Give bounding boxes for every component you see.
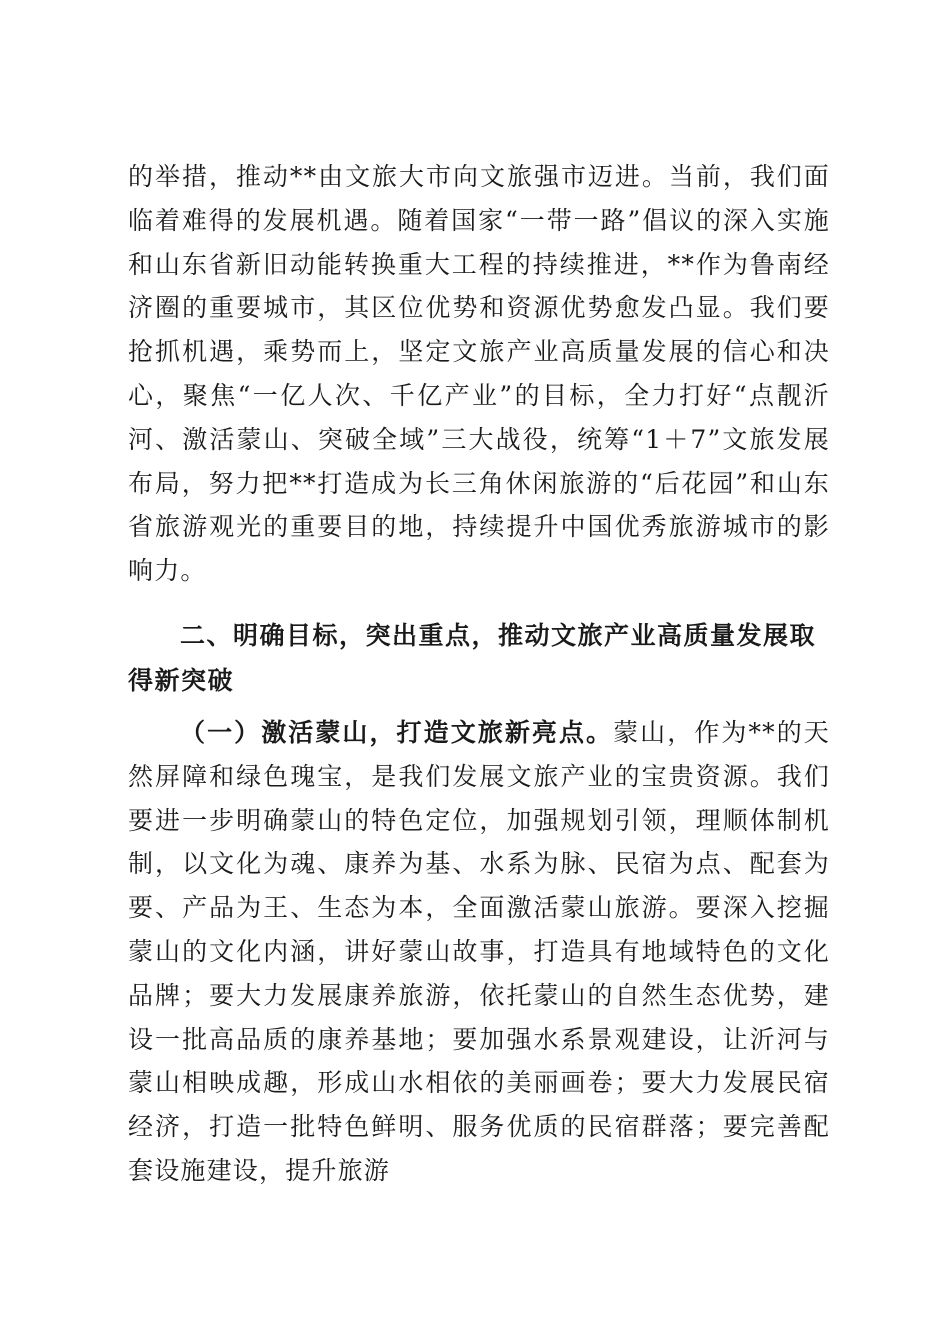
body-paragraph-with-lead (128, 711, 830, 1193)
subsection-lead: （一）激活蒙山，打造文旅新亮点。 (180, 717, 614, 747)
document-body (128, 155, 830, 1193)
body-paragraph: 的举措，推动**由文旅大市向文旅强市迈进。当前，我们面临着难得的发展机遇。随着国家“一带一路”倡议的深入实施和山东省新旧动能转换重大工程的持续推进，**作为鲁南经济圈的重要城市，其区位优势和资源优势愈发凸显。我们要抢抓机遇，乘势而上，坚定文旅产业高质量发展的信心和决心，聚焦“一亿人次、千亿产业”的目标，全力打好“点靓沂河、激活蒙山、突破全域”三大战役，统筹“1＋7”文旅发展布局，努力把**打造成为长三角休闲旅游的“后花园”和山东省旅游观光的重要目的地，持续提升中国优秀旅游城市的影响力。 (128, 162, 830, 586)
section-heading: 二、明确目标，突出重点，推动文旅产业高质量发展取得新突破 (128, 620, 817, 695)
paragraph-text: 蒙山，作为**的天然屏障和绿色瑰宝，是我们发展文旅产业的宝贵资源。我们要进一步明确蒙山的特色定位，加强规划引领，理顺体制机制，以文化为魂、康养为基、水系为脉、民宿为点、配套为要、产品为王、生态为本，全面激活蒙山旅游。要深入挖掘蒙山的文化内涵，讲好蒙山故事，打造具有地域特色的文化品牌；要大力发展康养旅游，依托蒙山的自然生态优势，建设一批高品质的康养基地；要加强水系景观建设，让沂河与蒙山相映成趣，形成山水相依的美丽画卷；要大力发展民宿经济，打造一批特色鲜明、服务优质的民宿群落；要完善配套设施建设，提升旅游 (128, 717, 830, 1185)
paragraph-spacer (128, 593, 830, 603)
